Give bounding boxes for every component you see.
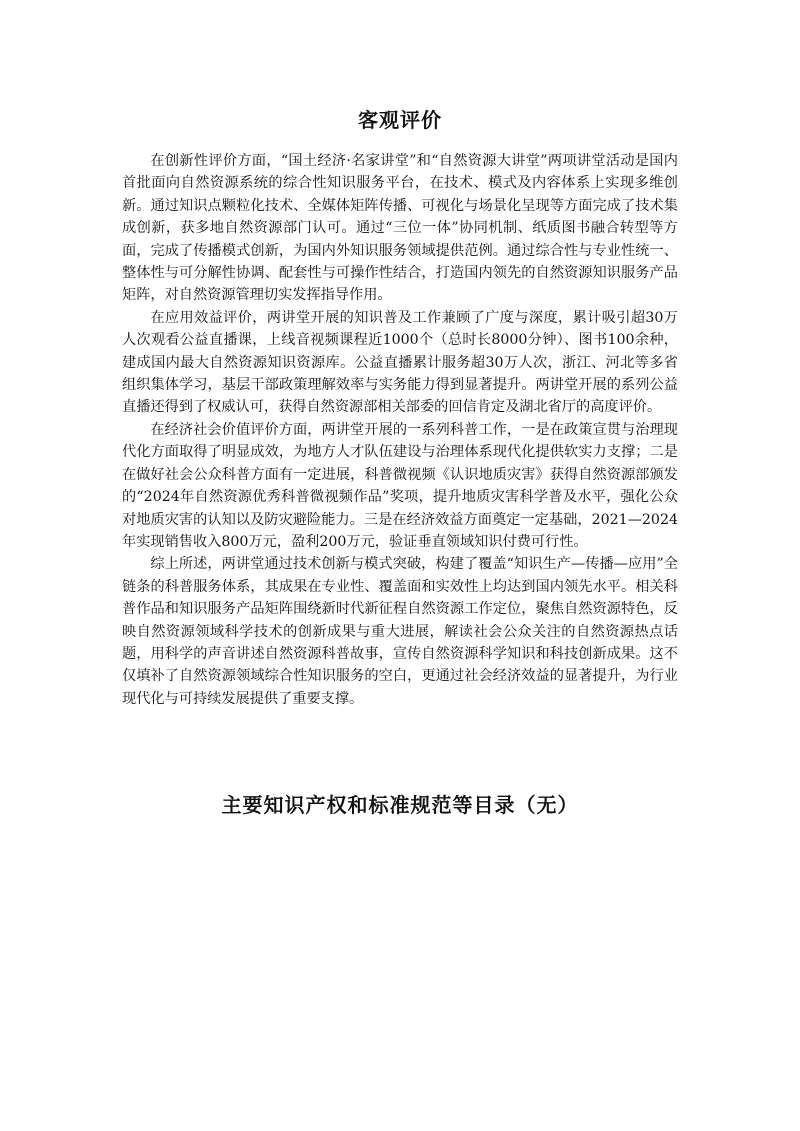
document-body [122, 150, 678, 710]
second-section-title: 主要知识产权和标准规范等目录（无） [221, 793, 579, 817]
paragraph-application: 在应用效益评价，两讲堂开展的知识普及工作兼顾了广度与深度，累计吸引超30万人次观看公益直播课，上线音视频课程近1000个（总时长8000分钟）、图书100余种，建成国内最大自然资源知识资源库。公益直播累计服务超30万人次，浙江、河北等多省组织集体学习，基层干部政策理解效率与实务能力得到显著提升。两讲堂开展的系列公益直播还得到了权威认可，获得自然资源部相关部委的回信肯定及湖北省厅的高度评价。 [122, 309, 678, 416]
section-title: 客观评价 [358, 108, 442, 132]
paragraph-economic-social: 在经济社会价值评价方面，两讲堂开展的一系列科普工作，一是在政策宣贯与治理现代化方面取得了明显成效，为地方人才队伍建设与治理体系现代化提供软实力支撑；二是在做好社会公众科普方面有一定进展，科普微视频《认识地质灾害》获得自然资源部颁发的“2024年自然资源优秀科普微视频作品”奖项，提升地质灾害科学普及水平，强化公众对地质灾害的认知以及防灾避险能力。三是在经济效益方面奠定一定基础，2021—2024年实现销售收入800万元，盈利200万元，验证垂直领域知识付费可行性。 [122, 421, 678, 550]
paragraph-summary: 综上所述，两讲堂通过技术创新与模式突破，构建了覆盖“知识生产—传播—应用”全链条的科普服务体系，其成果在专业性、覆盖面和实效性上均达到国内领先水平。相关科普作品和知识服务产品矩阵围绕新时代新征程自然资源工作定位，聚焦自然资源特色，反映自然资源领域科学技术的创新成果与重大进展，解读社会公众关注的自然资源热点话题，用科学的声音讲述自然资源科普故事，宣传自然资源科学知识和科技创新成果。这不仅填补了自然资源领域综合性知识服务的空白，更通过社会经济效益的显著提升，为行业现代化与可持续发展提供了重要支撑。 [122, 556, 678, 707]
paragraph-innovation: 在创新性评价方面，“国土经济·名家讲堂”和“自然资源大讲堂”两项讲堂活动是国内首批面向自然资源系统的综合性知识服务平台，在技术、模式及内容体系上实现多维创新。通过知识点颗粒化技术、全媒体矩阵传播、可视化与场景化呈现等方面完成了技术集成创新，获多地自然资源部门认可。通过“三位一体”协同机制、纸质图书融合转型等方面，完成了传播模式创新，为国内外知识服务领域提供范例。通过综合性与专业性统一、整体性与可分解性协调、配套性与可操作性结合，打造国内领先的自然资源知识服务产品矩阵，对自然资源管理切实发挥指导作用。 [122, 153, 678, 304]
